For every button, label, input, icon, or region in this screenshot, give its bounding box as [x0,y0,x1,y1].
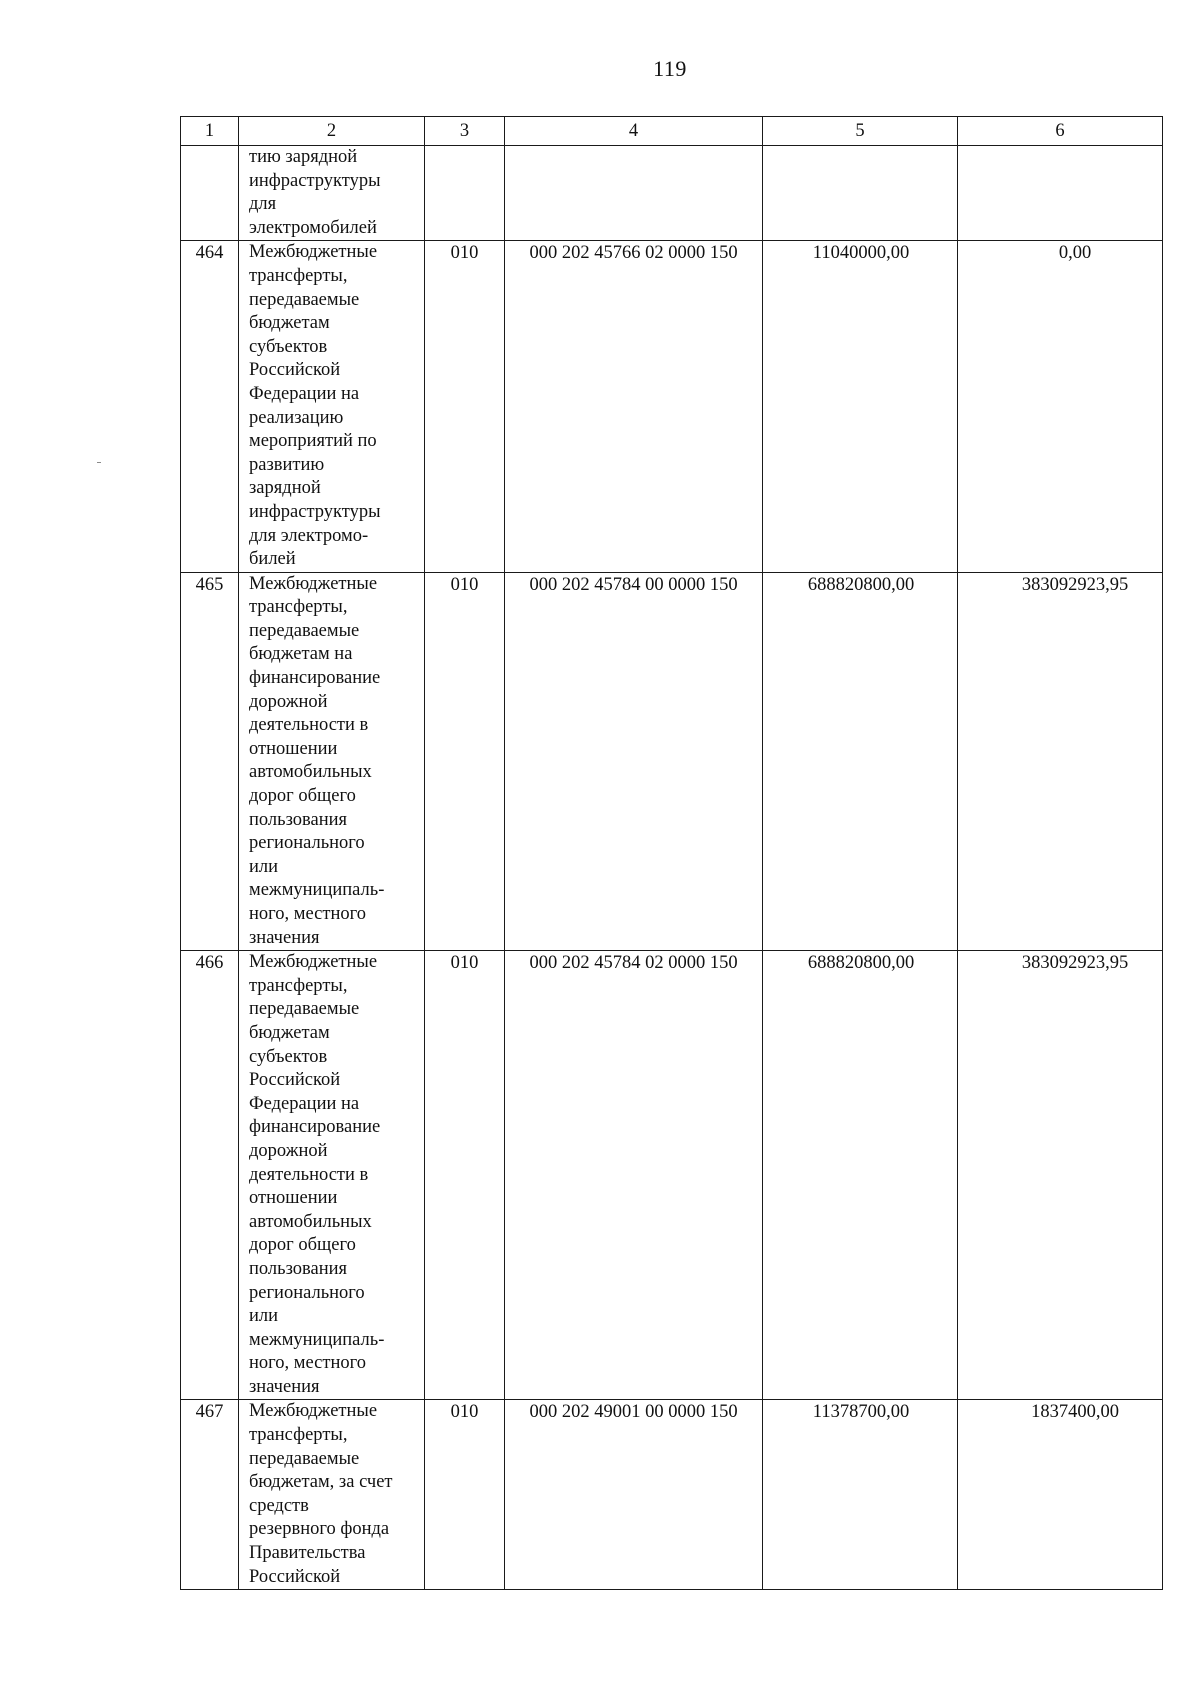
row-budget-code: 000 202 45784 00 0000 150 [505,572,763,951]
row-admin-code: 010 [425,1400,505,1590]
header-col-3: 3 [425,117,505,146]
row-description: Межбюджетные трансферты, передаваемые бюджетам субъектов Российской Федерации на реализацию мероприятий по развитию зарядной инфраструктуры для электромо- билей [239,241,425,572]
header-col-6: 6 [958,117,1163,146]
table-row [181,951,1163,1400]
page-number: 119 [653,56,687,81]
row-plan-amount: 11378700,00 [763,1400,958,1590]
row-admin-code: 010 [425,951,505,1400]
row-budget-code: 000 202 49001 00 0000 150 [505,1400,763,1590]
row-description: Межбюджетные трансферты, передаваемые бюджетам субъектов Российской Федерации на финансирование дорожной деятельности в отношении автомобильных дорог общего пользования регионального или межмуниципаль- ного, местного значения [239,951,425,1400]
table-row [181,241,1163,572]
row-plan-amount [763,146,958,241]
header-col-2: 2 [239,117,425,146]
row-number [181,146,239,241]
table-row [181,572,1163,951]
row-budget-code: 000 202 45784 02 0000 150 [505,951,763,1400]
scan-speck [97,462,101,463]
table-row [181,1400,1163,1590]
row-description: Межбюджетные трансферты, передаваемые бюджетам на финансирование дорожной деятельности в отношении автомобильных дорог общего пользования регионального или межмуниципаль- ного, местного значения [239,572,425,951]
row-budget-code [505,146,763,241]
row-admin-code [425,146,505,241]
table-row [181,146,1163,241]
table-header-row [181,117,1163,146]
row-actual-amount: 0,00 [958,241,1163,572]
row-number: 465 [181,572,239,951]
row-plan-amount: 688820800,00 [763,572,958,951]
row-actual-amount: 383092923,95 [958,951,1163,1400]
row-budget-code: 000 202 45766 02 0000 150 [505,241,763,572]
row-actual-amount: 383092923,95 [958,572,1163,951]
header-col-4: 4 [505,117,763,146]
header-col-5: 5 [763,117,958,146]
budget-table [180,116,1163,1590]
row-admin-code: 010 [425,572,505,951]
row-plan-amount: 11040000,00 [763,241,958,572]
row-actual-amount [958,146,1163,241]
row-plan-amount: 688820800,00 [763,951,958,1400]
row-number: 466 [181,951,239,1400]
header-col-1: 1 [181,117,239,146]
row-number: 464 [181,241,239,572]
row-description: тию зарядной инфраструктуры для электромобилей [239,146,425,241]
row-description: Межбюджетные трансферты, передаваемые бюджетам, за счет средств резервного фонда Правительства Российской [239,1400,425,1590]
row-admin-code: 010 [425,241,505,572]
row-actual-amount: 1837400,00 [958,1400,1163,1590]
row-number: 467 [181,1400,239,1590]
